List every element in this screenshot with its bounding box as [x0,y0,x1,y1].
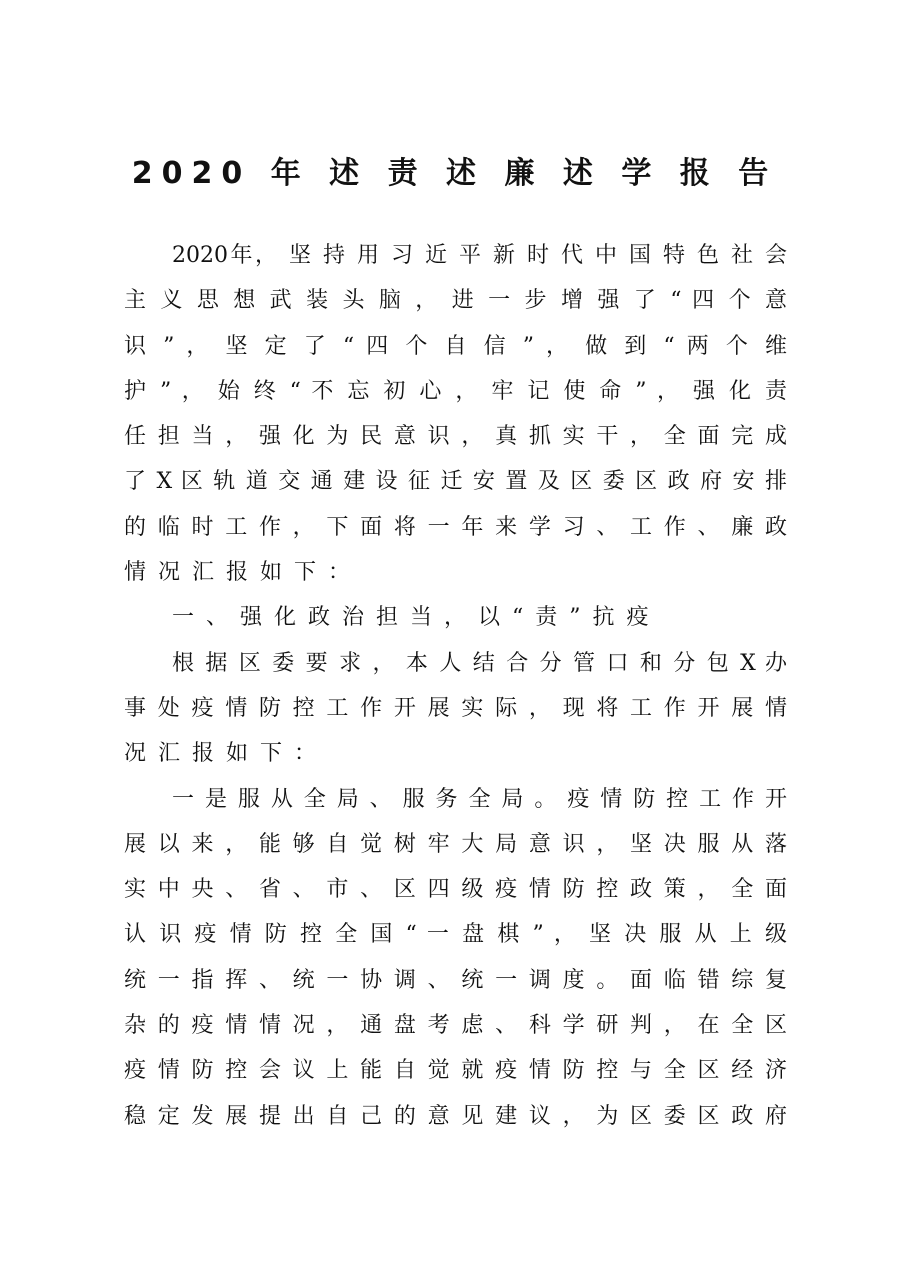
text-line: 情况汇报如下： [124,560,363,586]
text-line: 识 ” ， 坚 定 了 “ 四 个 自 信 ” ， 做 到 “ 两 个 维 [124,333,787,359]
text-line: 统 一 指 挥 、 统 一 协 调 、 统 一 调 度 。 面 临 错 综 复 [124,967,787,993]
text-line: 一 是 服 从 全 局 、 服 务 全 局 。 疫 情 防 控 工 作 开 [172,786,787,812]
text-line: 疫 情 防 控 会 议 上 能 自 觉 就 疫 情 防 控 与 全 区 经 济 [124,1058,787,1084]
text-line: 护 ” ， 始 终 “ 不 忘 初 心 ， 牢 记 使 命 ” ， 强 化 责 [124,378,787,404]
text-line: 事 处 疫 情 防 控 工 作 开 展 实 际 ， 现 将 工 作 开 展 情 [124,695,787,721]
text-line: 实 中 央 、 省 、 市 、 区 四 级 疫 情 防 控 政 策 ， 全 面 [124,877,787,903]
text-line: 2020年， 坚 持 用 习 近 平 新 时 代 中 国 特 色 社 会 [172,243,787,268]
text-line: 了 X 区 轨 道 交 通 建 设 征 迁 安 置 及 区 委 区 政 府 安 排 [124,469,787,495]
paragraph-first-point [124,777,787,1139]
document-body [124,233,787,1139]
text-line: 任 担 当 ， 强 化 为 民 意 识 ， 真 抓 实 干 ， 全 面 完 成 [124,424,787,450]
text-line: 况汇报如下： [124,741,329,767]
text-line: 杂 的 疫 情 情 况 ， 通 盘 考 虑 、 科 学 研 判 ， 在 全 区 [124,1013,787,1039]
text-line: 的 临 时 工 作 ， 下 面 将 一 年 来 学 习 、 工 作 、 廉 政 [124,514,787,540]
section-heading [124,595,787,640]
text-line: 根 据 区 委 要 求 ， 本 人 结 合 分 管 口 和 分 包 X 办 [172,650,787,676]
paragraph-intro [124,233,787,595]
text-line: 认 识 疫 情 防 控 全 国 “ 一 盘 棋 ” ， 坚 决 服 从 上 级 [124,922,787,948]
text-line: 稳 定 发 展 提 出 自 己 的 意 见 建 议 ， 为 区 委 区 政 府 [124,1103,787,1129]
paragraph-requirement [124,641,787,777]
text-line: 一、强化政治担当，以“责”抗疫 [172,605,661,631]
text-line: 展 以 来 ， 能 够 自 觉 树 牢 大 局 意 识 ， 坚 决 服 从 落 [124,831,787,857]
text-line: 主 义 思 想 武 装 头 脑 ， 进 一 步 增 强 了 “ 四 个 意 [124,288,787,314]
document-title: 2020 年 述 责 述 廉 述 学 报 告 [131,156,778,191]
